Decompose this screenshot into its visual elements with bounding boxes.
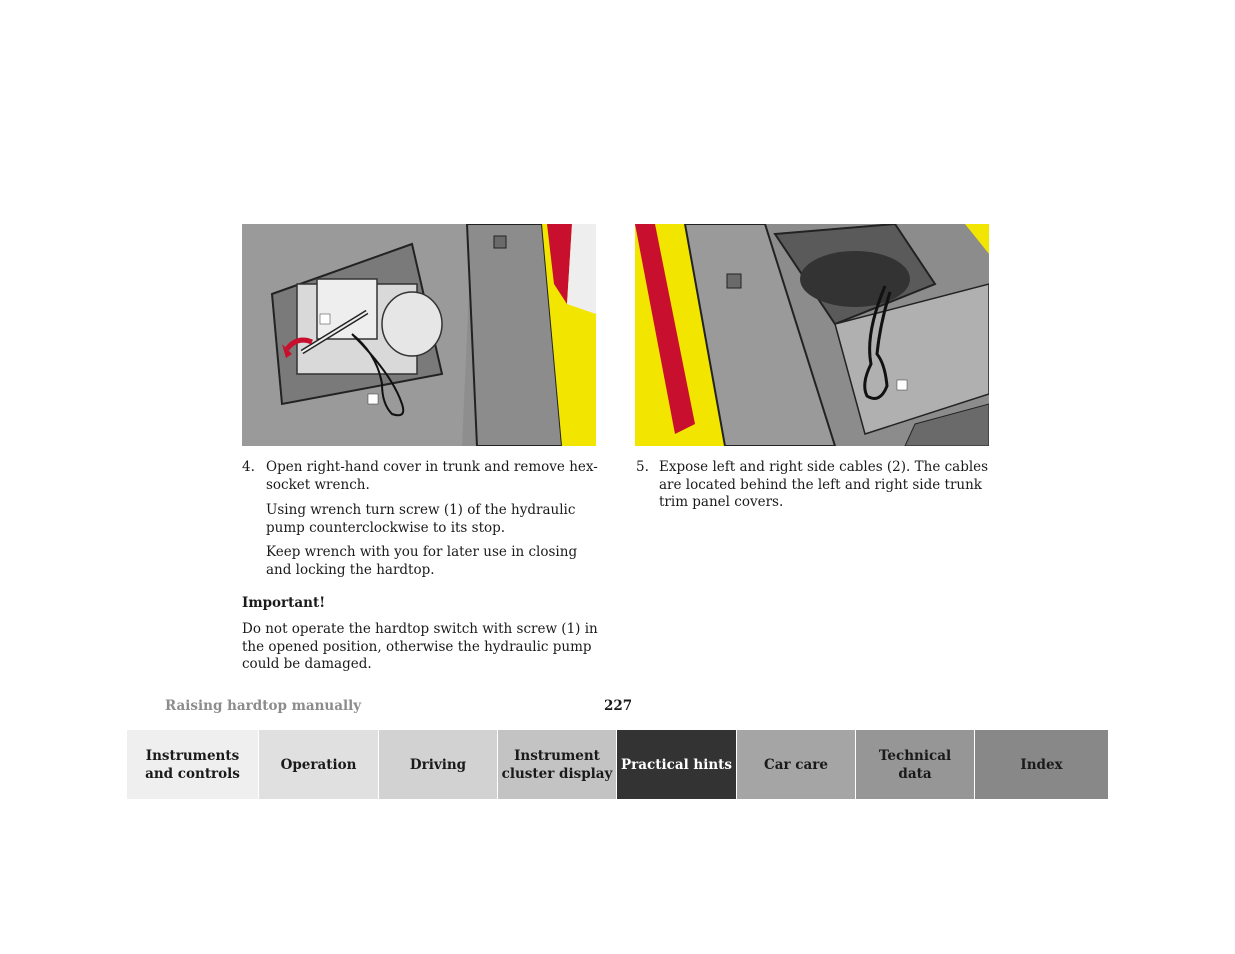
tab-label: Index bbox=[1020, 756, 1063, 773]
step-paragraph: Using wrench turn screw (1) of the hydraulic pump counterclockwise to its stop. bbox=[266, 502, 576, 536]
trunk-side-cable-illustration bbox=[635, 224, 989, 446]
tab-technical-data[interactable] bbox=[856, 730, 975, 799]
tab-instruments-and-controls[interactable] bbox=[127, 730, 259, 799]
step-4 bbox=[242, 459, 600, 578]
step-paragraph: Expose left and right side cables (2). The cables are located behind the left and right side trunk trim panel covers. bbox=[659, 459, 989, 510]
step-paragraph: Open right-hand cover in trunk and remove hex-socket wrench. bbox=[266, 459, 598, 493]
trunk-right-cover-illustration bbox=[242, 224, 596, 446]
tab-label: Operation bbox=[280, 756, 357, 773]
tab-operation[interactable] bbox=[259, 730, 379, 799]
step-number: 5. bbox=[636, 459, 649, 475]
tab-label: Instrument cluster display bbox=[501, 747, 613, 782]
tab-label: Driving bbox=[409, 756, 467, 773]
step-5 bbox=[636, 459, 992, 510]
tab-practical-hints[interactable] bbox=[617, 730, 737, 799]
tab-driving[interactable] bbox=[379, 730, 498, 799]
running-title: Raising hardtop manually bbox=[165, 698, 362, 714]
important-text: Do not operate the hardtop switch with screw (1) in the opened position, otherwise the hydraulic pump could be damaged. bbox=[242, 621, 598, 672]
tab-label: Technical data bbox=[878, 747, 952, 782]
tab-label: Car care bbox=[764, 756, 828, 773]
important-heading: Important! bbox=[242, 595, 326, 611]
step-number: 4. bbox=[242, 459, 255, 475]
tab-instrument-cluster-display[interactable] bbox=[498, 730, 617, 799]
page-number: 227 bbox=[604, 698, 633, 714]
tab-car-care[interactable] bbox=[737, 730, 856, 799]
step-paragraph: Keep wrench with you for later use in closing and locking the hardtop. bbox=[266, 544, 578, 578]
tab-label: Practical hints bbox=[621, 756, 732, 773]
section-tabs bbox=[127, 730, 1108, 799]
tab-index[interactable] bbox=[975, 730, 1108, 799]
tab-label: Instruments and controls bbox=[145, 747, 240, 782]
